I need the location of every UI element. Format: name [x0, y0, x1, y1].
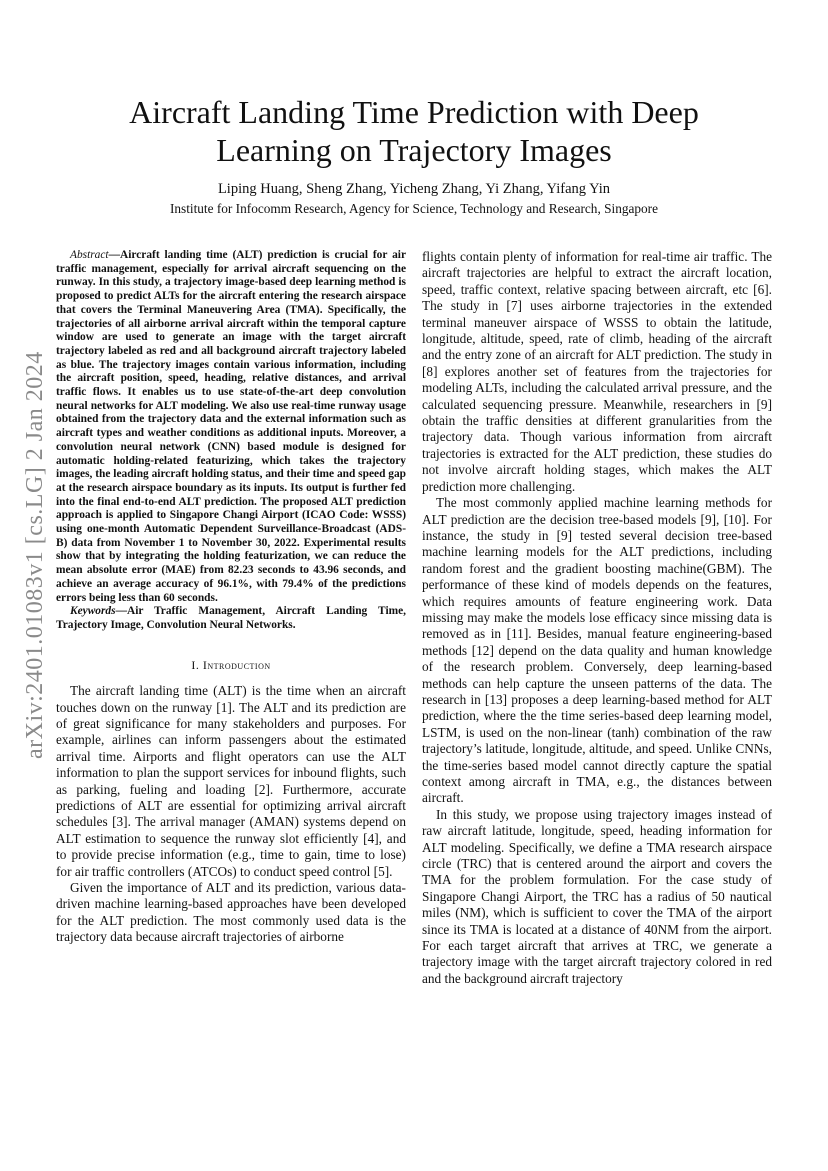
author-list: Liping Huang, Sheng Zhang, Yicheng Zhang, Yi Zhang, Yifang Yin	[217, 181, 611, 197]
keywords-text: —Air Traffic Management, Aircraft Landing Time, Trajectory Image, Convolution Neural Networks.	[56, 605, 406, 631]
arxiv-identifier: arXiv:2401.01083v1 [cs.LG] 2 Jan 2024	[22, 351, 48, 759]
abstract	[56, 249, 406, 605]
section-number: I.	[191, 657, 200, 672]
abstract-text: —Aircraft landing time (ALT) prediction is crucial for air traffic management, especially for arrival aircraft sequencing on the runway. In this study, a trajectory image-based deep learning method is proposed to predict ALTs for the aircraft entering the research airspace that covers the Terminal Maneuvering Area (TMA). Specifically, the trajectories of all airborne arrival aircraft within the temporal capture window are used to generate an image with the target aircraft trajectory labeled as red and all background aircraft trajectory labeled as blue. The trajectory images contain various information, including the aircraft position, speed, heading, relative distances, and arrival traffic flows. It enables us to use state-of-the-art deep convolution neural networks for ALT modeling. We also use real-time runway usage obtained from the trajectory data and the external information such as aircraft types and weather conditions as additional inputs. Moreover, a convolution neural network (CNN) based module is designed for automatic holding-related featurizing, which takes the trajectory images, the leading aircraft holding status, and their time and speed gap at the research airspace boundary as its inputs. Its output is further fed into the final end-to-end ALT prediction. The proposed ALT prediction approach is applied to Singapore Changi Airport (ICAO Code: WSSS) using one-month Automatic Dependent Surveillance-Broadcast (ADS-B) data from November 1 to November 30, 2022. Experimental results show that by integrating the holding featurization, we can reduce the mean absolute error (MAE) from 82.23 seconds to 43.96 seconds, and achieve an average accuracy of 96.1%, with 79.4% of the predictions errors being less than 60 seconds.	[56, 249, 406, 604]
paragraph: The aircraft landing time (ALT) is the time when an aircraft touches down on the runway [1]. The ALT and its prediction are of great significance for many stakeholders and purposes. For example, airlines can inform passengers about the estimated arrival time. Airports and flight operators can use the ALT information to plan the support services for inbound flights, such as parking, fueling and loading [2]. Furthermore, accurate predictions of ALT are essential for optimizing arrival aircraft schedules [3]. The arrival manager (AMAN) systems depend on ALT estimation to sequence the runway slot efficiently [4], and to provide precise information (e.g., time to gain, time to lose) for air traffic controllers (ATCOs) to conduct speed control [5].	[56, 683, 406, 879]
keywords	[56, 605, 406, 632]
paragraph: flights contain plenty of information for real-time air traffic. The aircraft trajectories are helpful to extract the aircraft location, speed, traffic context, relative spacing between aircraft, etc [6]. The study in [7] uses airborne trajectories in the extended terminal maneuver airspace of WSSS to obtain the latitude, longitude, altitude, speed, rate of climb, heading of the aircraft and the entry zone of an aircraft for ALT prediction. The study in [8] explores another set of features from the trajectories for modeling ALTs, including the calculated arrival pressure, and the calculated sequencing pressure. Meanwhile, researchers in [9] obtain the traffic densities at different granularities from the trajectory data. Though various information from aircraft trajectories is extracted for the ALT prediction, these studies do not involve aircraft holding stages, which makes the ALT prediction more challenging.	[422, 249, 772, 494]
abstract-label: Abstract	[70, 249, 109, 261]
section-heading	[56, 657, 406, 673]
right-column	[422, 249, 772, 1149]
keywords-label: Keywords	[70, 605, 116, 618]
paragraph: Given the importance of ALT and its prediction, various data-driven machine learning-based approaches have been developed for the ALT prediction. The most commonly used data is the trajectory data because aircraft trajectories of airborne	[56, 879, 406, 945]
left-column	[56, 249, 406, 1149]
affiliation: Institute for Infocomm Research, Agency for Science, Technology and Research, Singapore	[169, 201, 659, 216]
paragraph: The most commonly applied machine learning methods for ALT prediction are the decision tree-based models [9], [10]. For instance, the study in [9] tested several decision tree-based machine learning models for the ALT predictions, including random forest and the gradient boosting machine(GBM). The performance of these kind of models depends on the features, which requires amounts of feature engineering work. Data missing may make the models lose efficacy since missing data is removed as in [11]. Besides, manual feature engineering-based methods [12] depend on the data quality and human knowledge of the research problem. Conversely, deep learning-based methods can help capture the unseen patterns of the data. The research in [13] proposes a deep learning-based method for ALT prediction, where the the time series-based deep learning model, LSTM, is used on the non-linear (tanh) combination of the raw trajectory’s latitude, longitude, altitude, and speed. Unlike CNNs, the time-series based model cannot directly capture the spatial context among aircraft in TMA, e.g., the distances between aircraft.	[422, 495, 772, 806]
paper-title: Aircraft Landing Time Prediction with Deep Learning on Trajectory Images	[129, 94, 699, 169]
section-title: Introduction	[202, 657, 271, 672]
paragraph: In this study, we propose using trajectory images instead of raw aircraft latitude, longitude, speed, heading information for ALT modeling. Specifically, we define a TMA research airspace circle (TRC) that is centered around the airport and covers the TMA for the problem formulation. For the case study of Singapore Changi Airport, the TRC has a radius of 50 nautical miles (NM), which is sufficient to cover the TMA of the airport since its TMA is located at a distance of 40NM from the airport. For each target aircraft that arrives at TRC, we generate a trajectory image with the target aircraft trajectory colored in red and the background aircraft trajectory	[422, 806, 772, 986]
